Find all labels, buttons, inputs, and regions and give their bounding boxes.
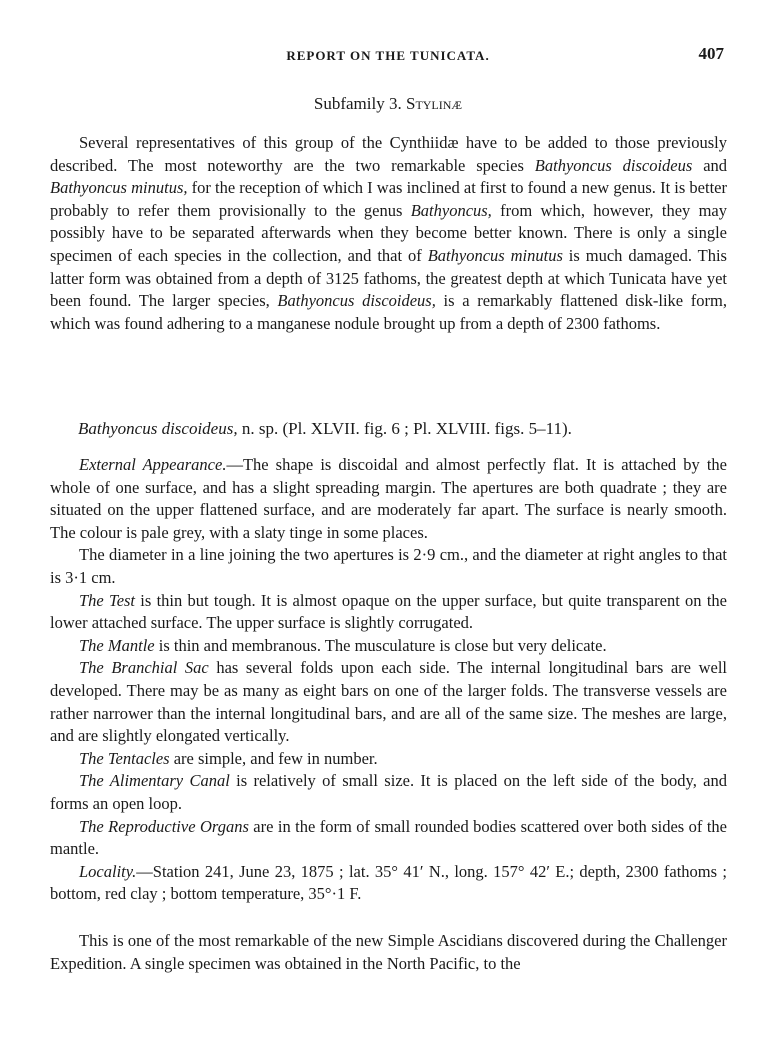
subfamily-name: Stylinæ: [405, 94, 463, 113]
reproductive-organs-paragraph: [50, 816, 727, 861]
section-text: are simple, and few in number.: [169, 748, 378, 768]
mantle-paragraph: [50, 635, 727, 658]
intro-paragraph: [50, 132, 727, 335]
external-appearance-paragraph: [50, 454, 727, 544]
branchial-sac-paragraph: [50, 657, 727, 747]
section-label: The Reproductive Organs: [79, 816, 249, 836]
intro-text-1: Several representatives of this group of the Cynthiidæ have to be added to those previously described. The most noteworthy are the two remarkable species: [50, 133, 727, 175]
species-heading-name: Bathyoncus discoideus,: [78, 419, 238, 438]
section-label: The Tentacles: [79, 748, 170, 768]
section-label: The Branchial Sac: [79, 658, 209, 678]
alimentary-canal-paragraph: [50, 770, 727, 815]
subfamily-prefix: Subfamily 3.: [313, 94, 402, 113]
subfamily-heading: [0, 94, 776, 114]
section-text: —The shape is discoidal and almost perfectly flat. It is attached by the whole of one surface, and has a slight spreading margin. The apertures are both quadrate ; they are situated on the upper flattened surface, and are moderately far apart. The surface is nearly smooth. The colour is pale grey, with a slaty tinge in some places.: [50, 455, 727, 542]
species-name: Bathyoncus minutus,: [50, 178, 188, 198]
section-text: is thin and membranous. The musculature is close but very delicate.: [154, 635, 607, 655]
intro-text-4: from which, however, they may possibly have to be separated afterwards when they become better known. There is only a single specimen of each species in the collection, and that of: [50, 200, 727, 265]
section-label: The Test: [79, 590, 136, 610]
tentacles-paragraph: [50, 748, 727, 771]
genus-name: Bathyoncus,: [410, 200, 492, 220]
section-label: Locality.: [79, 861, 137, 881]
section-text: are in the form of small rounded bodies scattered over both sides of the mantle.: [50, 816, 728, 859]
section-text: has several folds upon each side. The internal longitudinal bars are well developed. There may be as many as eight bars on one of the larger folds. The transverse vessels are rather narrower than the internal longitudinal bars, and are all of the same size. The meshes are large, and are slightly elongated vertically.: [50, 658, 727, 746]
locality-paragraph: [50, 861, 727, 906]
closing-text: This is one of the most remarkable of the new Simple Ascidians discovered during the Challenger Expedition. A single specimen was obtained in the North Pacific, to the: [50, 931, 727, 973]
closing-paragraph: [50, 930, 727, 975]
section-label: The Mantle: [79, 635, 155, 655]
species-heading: [78, 418, 738, 441]
section-label: The Alimentary Canal: [79, 771, 230, 791]
species-name: Bathyoncus discoideus: [534, 155, 693, 175]
intro-text-5: is much damaged. This latter form was obtained from a depth of 3125 fathoms, the greatest depth at which Tunicata have yet been found. The larger species,: [50, 245, 727, 311]
page-header: [0, 44, 776, 68]
running-head: REPORT ON THE TUNICATA.: [286, 48, 490, 63]
section-label: External Appearance.: [79, 455, 227, 474]
intro-text-6: is a remarkably flattened disk-like form, which was found adhering to a manganese nodule brought up from a depth of 2300 fathoms.: [50, 291, 727, 333]
section-text: —Station 241, June 23, 1875 ; lat. 35° 41′ N., long. 157° 42′ E.; depth, 2300 fathoms ; bottom, red clay ; bottom temperature, 35°·1 F.: [50, 861, 727, 904]
species-description: [50, 454, 727, 906]
species-heading-rest: n. sp. (Pl. XLVII. fig. 6 ; Pl. XLVIII. figs. 5–11).: [237, 419, 572, 438]
species-name: Bathyoncus discoideus,: [277, 291, 436, 311]
species-name: Bathyoncus minutus: [427, 245, 563, 265]
intro-text-3: for the reception of which I was inclined at first to found a new genus. It is better probably to refer them provisionally to the genus: [50, 178, 727, 220]
intro-text-2: and: [692, 155, 728, 175]
page-number: 407: [698, 44, 724, 63]
section-text: is relatively of small size. It is placed on the left side of the body, and forms an open loop.: [50, 771, 728, 813]
test-paragraph: [50, 590, 727, 635]
diameter-paragraph: The diameter in a line joining the two apertures is 2·9 cm., and the diameter at right angles to that is 3·1 cm.: [50, 545, 727, 587]
section-text: is thin but tough. It is almost opaque on the upper surface, but quite transparent on the lower attached surface. The upper surface is slightly corrugated.: [50, 590, 727, 633]
